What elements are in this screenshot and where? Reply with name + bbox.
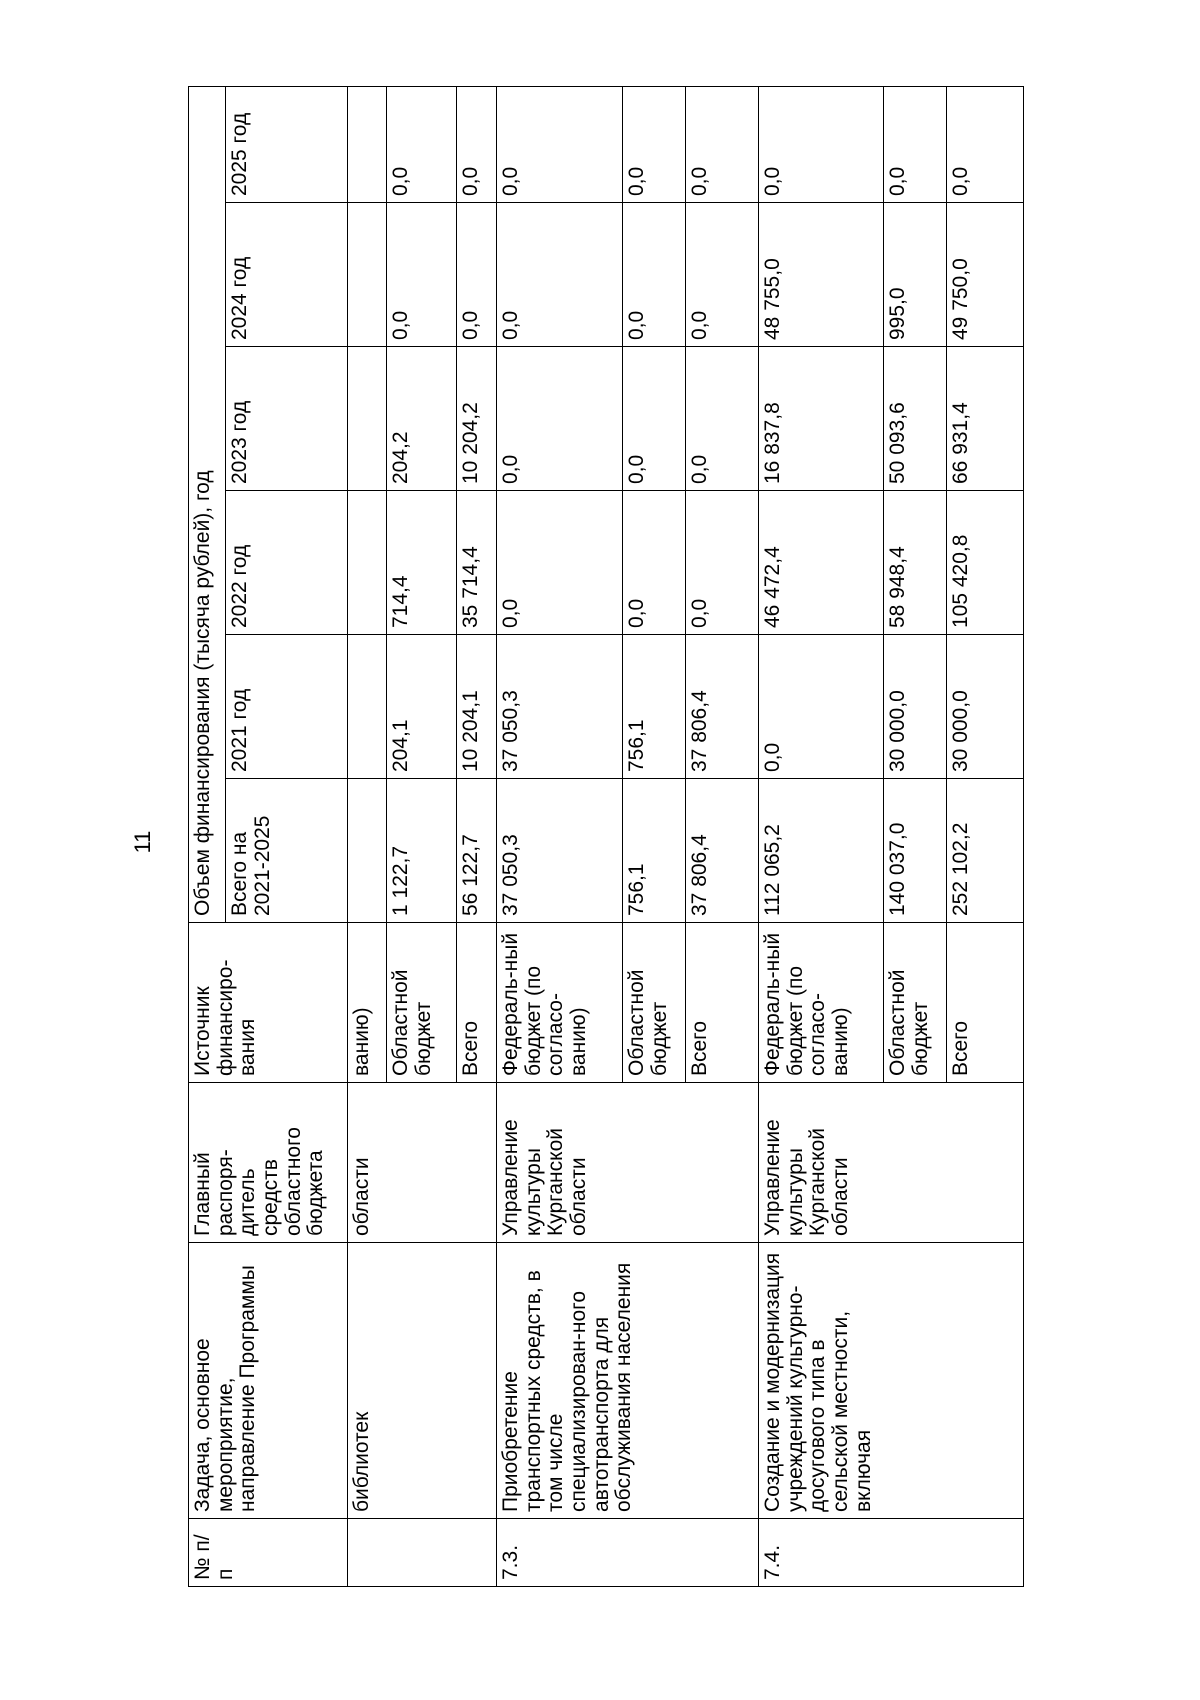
cell-total: 252 102,2 — [947, 779, 1024, 923]
cell-2025: 0,0 — [497, 86, 623, 202]
cell-2025: 0,0 — [623, 86, 686, 202]
header-2023: 2023 год — [226, 347, 348, 491]
table-row — [348, 86, 387, 1586]
cell-total: 1 122,7 — [387, 779, 457, 923]
row-source: Федераль-ный бюджет (по согласо-ванию) — [497, 923, 623, 1083]
header-total: Всего на 2021-2025 — [226, 779, 348, 923]
cell-2024: 0,0 — [623, 203, 686, 347]
cell-2022: 35 714,4 — [457, 491, 497, 635]
cell-2023: 66 931,4 — [947, 347, 1024, 491]
row-source: Всего — [686, 923, 759, 1083]
cell-2022: 0,0 — [497, 491, 623, 635]
row-source: Всего — [947, 923, 1024, 1083]
header-row-1 — [189, 86, 226, 1586]
row-source: ванию) — [348, 923, 387, 1083]
cell-2024: 48 755,0 — [759, 203, 884, 347]
cell-2024: 49 750,0 — [947, 203, 1024, 347]
cell-2021: 37 806,4 — [686, 635, 759, 779]
header-source: Источник финансиро-вания — [189, 923, 348, 1083]
header-2021: 2021 год — [226, 635, 348, 779]
cell-2024: 0,0 — [497, 203, 623, 347]
cell-2021: 756,1 — [623, 635, 686, 779]
header-volume: Объем финансирования (тысяча рублей), год — [189, 86, 226, 922]
table-row — [497, 86, 623, 1586]
row-num: 7.3. — [497, 1519, 759, 1587]
row-num — [348, 1519, 497, 1587]
row-source: Федераль-ный бюджет (по согласо-ванию) — [759, 923, 884, 1083]
header-manager: Главный распоря-дитель средств областного бюджета — [189, 1083, 348, 1243]
row-task: Создание и модернизация учреждений культурно-досугового типа в сельской местности, включая — [759, 1243, 1024, 1519]
row-manager: Управление культуры Курганской области — [759, 1083, 1024, 1243]
cell-total: 112 065,2 — [759, 779, 884, 923]
cell-total — [348, 779, 387, 923]
row-source: Областной бюджет — [884, 923, 947, 1083]
cell-total: 756,1 — [623, 779, 686, 923]
header-2025: 2025 год — [226, 86, 348, 202]
cell-2023: 50 093,6 — [884, 347, 947, 491]
cell-2023: 10 204,2 — [457, 347, 497, 491]
cell-2021 — [348, 635, 387, 779]
cell-total: 56 122,7 — [457, 779, 497, 923]
row-num: 7.4. — [759, 1519, 1024, 1587]
header-2022: 2022 год — [226, 491, 348, 635]
row-manager: области — [348, 1083, 497, 1243]
row-task: библиотек — [348, 1243, 497, 1519]
cell-2022: 0,0 — [686, 491, 759, 635]
cell-2024 — [348, 203, 387, 347]
cell-2022: 105 420,8 — [947, 491, 1024, 635]
financing-table — [188, 86, 1024, 1587]
cell-2021: 204,1 — [387, 635, 457, 779]
cell-2025 — [348, 86, 387, 202]
row-source: Областной бюджет — [387, 923, 457, 1083]
cell-total: 140 037,0 — [884, 779, 947, 923]
cell-2023: 0,0 — [686, 347, 759, 491]
rotated-page-content — [188, 87, 1103, 1587]
row-manager: Управление культуры Курганской области — [497, 1083, 759, 1243]
cell-2025: 0,0 — [884, 86, 947, 202]
cell-2023: 0,0 — [497, 347, 623, 491]
cell-2021: 10 204,1 — [457, 635, 497, 779]
header-num: № п/ п — [189, 1519, 348, 1587]
header-2024: 2024 год — [226, 203, 348, 347]
cell-2022 — [348, 491, 387, 635]
cell-2021: 30 000,0 — [947, 635, 1024, 779]
cell-2023: 0,0 — [623, 347, 686, 491]
cell-2024: 0,0 — [457, 203, 497, 347]
cell-2025: 0,0 — [387, 86, 457, 202]
cell-total: 37 806,4 — [686, 779, 759, 923]
cell-2021: 0,0 — [759, 635, 884, 779]
cell-2022: 58 948,4 — [884, 491, 947, 635]
cell-2022: 0,0 — [623, 491, 686, 635]
cell-total: 37 050,3 — [497, 779, 623, 923]
cell-2025: 0,0 — [947, 86, 1024, 202]
cell-2023: 16 837,8 — [759, 347, 884, 491]
row-source: Всего — [457, 923, 497, 1083]
page-number: 11 — [130, 830, 155, 854]
cell-2025: 0,0 — [457, 86, 497, 202]
cell-2024: 995,0 — [884, 203, 947, 347]
cell-2022: 714,4 — [387, 491, 457, 635]
cell-2023 — [348, 347, 387, 491]
table-row — [759, 86, 884, 1586]
cell-2024: 0,0 — [387, 203, 457, 347]
cell-2024: 0,0 — [686, 203, 759, 347]
header-task: Задача, основное мероприятие, направление Программы — [189, 1243, 348, 1519]
cell-2025: 0,0 — [686, 86, 759, 202]
cell-2025: 0,0 — [759, 86, 884, 202]
cell-2022: 46 472,4 — [759, 491, 884, 635]
cell-2021: 37 050,3 — [497, 635, 623, 779]
row-source: Областной бюджет — [623, 923, 686, 1083]
cell-2023: 204,2 — [387, 347, 457, 491]
cell-2021: 30 000,0 — [884, 635, 947, 779]
row-task: Приобретение транспортных средств, в том числе специализирован-ного автотранспорта для обслуживания населения — [497, 1243, 759, 1519]
